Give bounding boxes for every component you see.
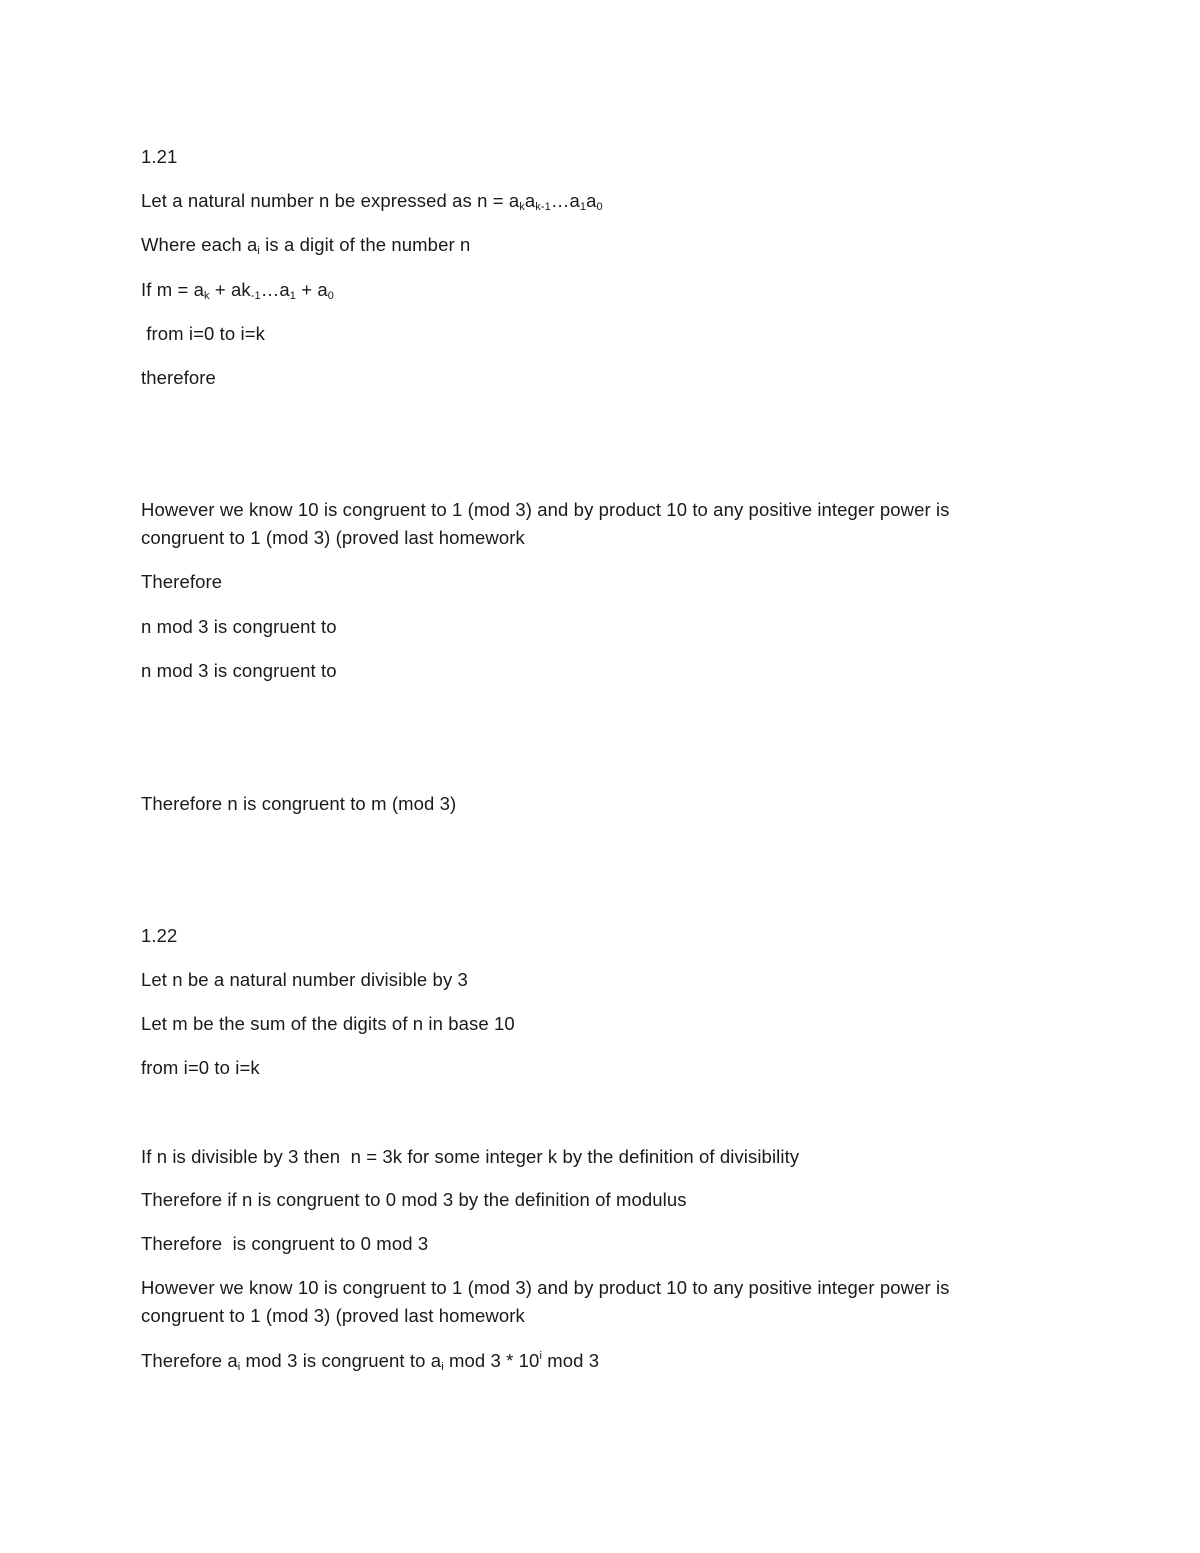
therefore-line: therefore — [141, 367, 216, 388]
index-range-line: from i=0 to i=k — [141, 323, 265, 344]
definition-line-m: If $m = a_k$ + $ak_{-1}\dots a_1 + a_0$ — [141, 279, 334, 302]
modulus-line: Therefore if n is congruent to 0 mod 3 by the definition of modulus — [141, 1189, 687, 1210]
hypothesis-line: Let n be a natural number divisible by 3 — [141, 969, 468, 990]
section-number-1-21: 1.21 — [141, 146, 178, 167]
final-congruence-line: Therefore $a_i$ mod 3 is congruent to $a_i$ mod 3 * 10$^i$ mod 3 — [141, 1350, 600, 1373]
therefore-line-2: Therefore — [141, 571, 223, 592]
congruent-zero-line: Therefore is congruent to 0 mod 3 — [141, 1233, 429, 1254]
n-mod-3-line-2: n mod 3 is congruent to — [141, 660, 337, 681]
definition-line-n: Let a natural number n be expressed as $n = a_ka_{k-1}\dots a_1a_0$ — [141, 190, 603, 213]
conclusion-line-1-21: Therefore n is congruent to m (mod 3) — [141, 793, 457, 814]
congruence-paragraph-2: However we know 10 is congruent to 1 (mod 3) and by product 10 to any positive integer power is congruent to 1 (mod 3) (proved last homework — [141, 1277, 950, 1326]
n-mod-3-line-1: n mod 3 is congruent to — [141, 616, 337, 637]
index-range-line-2: from i=0 to i=k — [141, 1057, 260, 1078]
digit-sum-line: Let m be the sum of the digits of n in base 10 — [141, 1013, 515, 1034]
divisibility-line: If n is divisible by 3 then n = 3k for some integer k by the definition of divisibility — [141, 1146, 800, 1167]
section-number-1-22: 1.22 — [141, 925, 178, 946]
digit-definition-line: Where each $a_i$ is a digit of the number n — [141, 234, 471, 257]
congruence-paragraph: However we know 10 is congruent to 1 (mod 3) and by product 10 to any positive integer power is congruent to 1 (mod 3) (proved last homework — [141, 499, 950, 548]
